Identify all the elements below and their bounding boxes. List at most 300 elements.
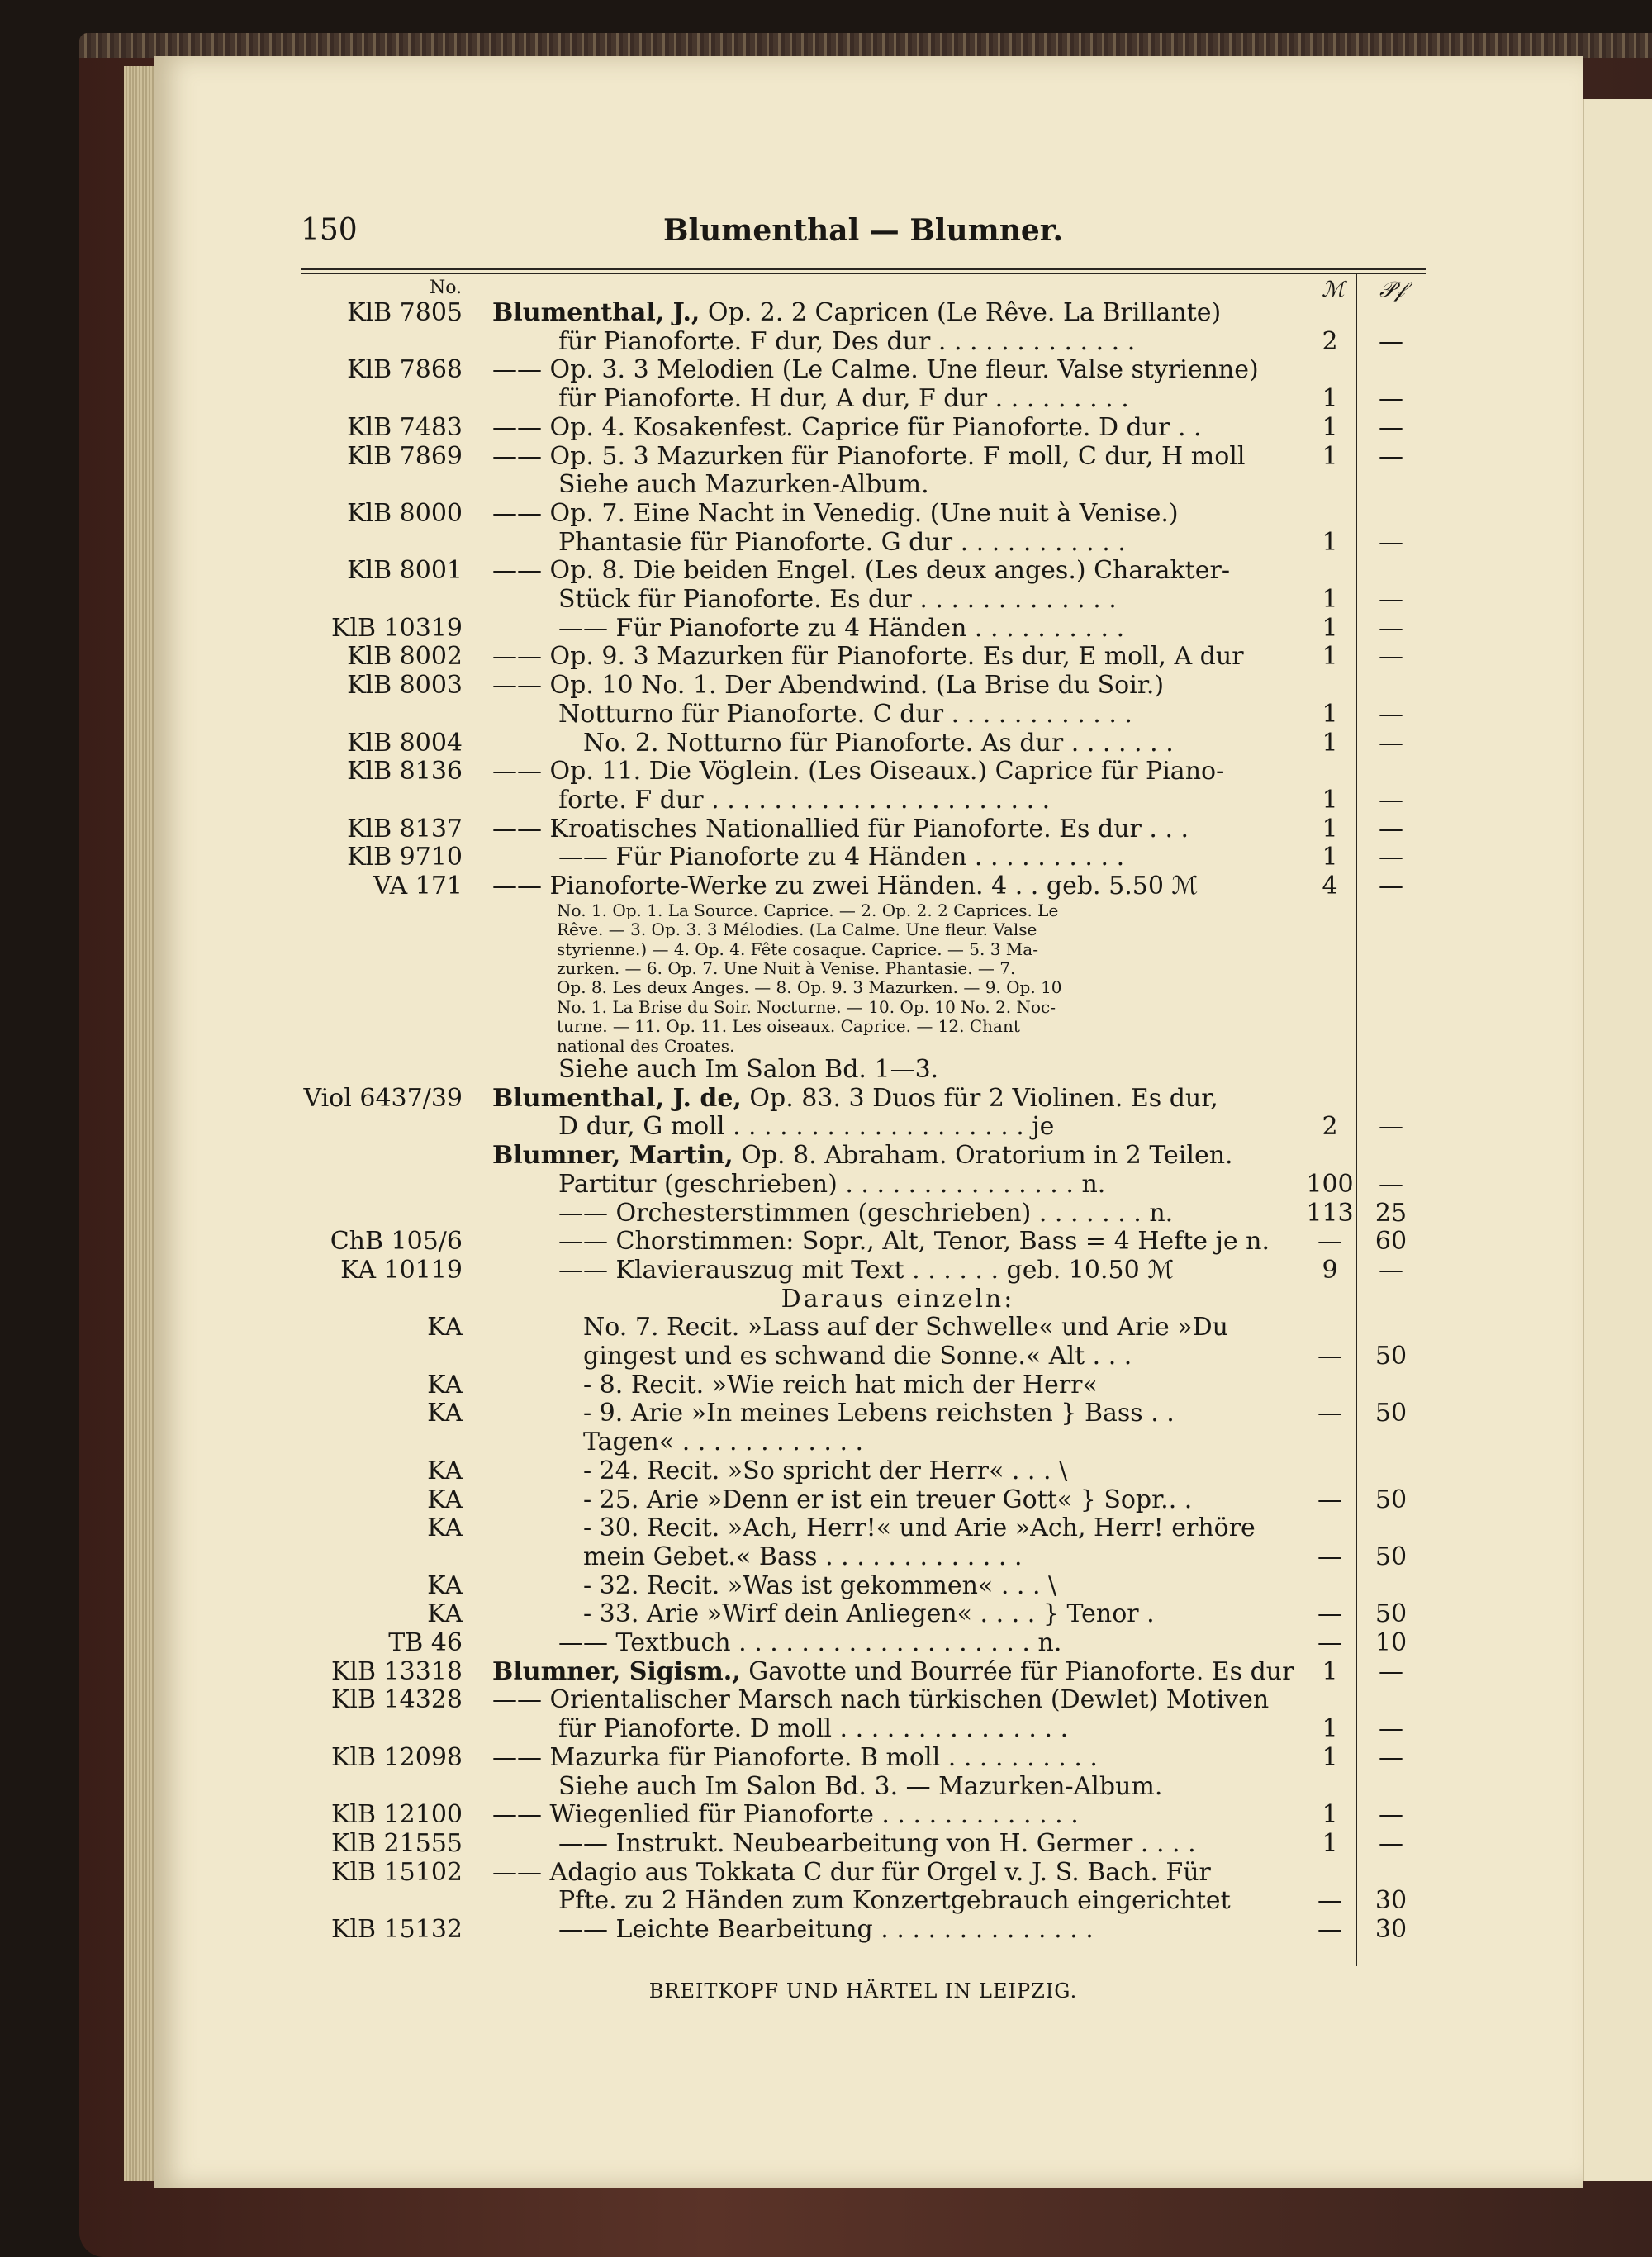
price-pfennig: — [1379, 1829, 1403, 1858]
catalog-row [301, 328, 1426, 357]
catalog-row [301, 1228, 1426, 1257]
price-mark [1303, 1686, 1356, 1715]
entry-text: für Pianoforte. D moll . . . . . . . . . . . . . . . [558, 1715, 1069, 1744]
catalog-row [301, 672, 1426, 701]
price-mark: 1 [1322, 642, 1338, 672]
price-mark [1303, 1457, 1356, 1486]
catalog-number [301, 901, 463, 920]
catalog-number [301, 1113, 463, 1142]
price-mark: — [1317, 1399, 1342, 1428]
entry-text: Blumenthal, J., Op. 2. 2 Capricen (Le Rêve. La Brillante) [492, 299, 1222, 327]
price-pfennig [1356, 356, 1426, 385]
entry-text: —— Op. 3. 3 Melodien (Le Calme. Une fleur. Valse styrienne) [492, 356, 1259, 385]
entry-text: forte. F dur . . . . . . . . . . . . . . . . . . . . . . [558, 786, 1051, 815]
price-mark [1303, 672, 1356, 701]
entry-text: No. 1. Op. 1. La Source. Caprice. — 2. Op. 2. 2 Caprices. Le [557, 900, 1059, 920]
catalog-number [301, 529, 463, 558]
catalog-row [301, 299, 1426, 328]
catalog-number: KA [427, 1370, 463, 1399]
entry-text: - 30. Recit. »Ach, Herr!« und Arie »Ach, Herr! erhöre [583, 1514, 1256, 1543]
price-mark [1303, 356, 1356, 385]
price-pfennig: — [1379, 441, 1403, 471]
price-mark [1303, 1056, 1356, 1085]
column-header-mark: ℳ [1322, 278, 1345, 302]
catalog-row [301, 356, 1426, 385]
price-mark: — [1317, 1485, 1342, 1514]
entry-text: - 33. Arie »Wirf dein Anliegen« . . . . } Tenor . [583, 1600, 1155, 1629]
price-mark: 1 [1322, 699, 1338, 729]
catalog-number: KlB 8000 [347, 498, 463, 528]
catalog-number: Viol 6437/39 [303, 1083, 463, 1113]
catalog-number [301, 1285, 463, 1314]
catalog-row [301, 1629, 1426, 1658]
catalog-row [301, 1715, 1426, 1744]
catalog-number [301, 1142, 463, 1171]
price-pfennig [1356, 1285, 1426, 1314]
price-mark [1303, 1514, 1356, 1543]
catalog-number [301, 471, 463, 500]
price-mark: — [1317, 1227, 1342, 1257]
catalog-number: KA [427, 1399, 463, 1428]
catalog-row [301, 643, 1426, 672]
page-number: 150 [301, 213, 358, 247]
catalog-row [301, 1257, 1426, 1285]
catalog-row [301, 1859, 1426, 1888]
price-pfennig [1356, 978, 1426, 997]
catalog-row [301, 959, 1426, 978]
entry-text: Phantasie für Pianoforte. G dur . . . . . . . . . . . [558, 528, 1126, 557]
price-pfennig: 50 [1374, 1485, 1408, 1514]
price-mark: 1 [1322, 1656, 1338, 1686]
entry-text: Blumner, Sigism., Gavotte und Bourrée für Pianoforte. Es dur [492, 1657, 1294, 1686]
cover-edge [79, 33, 1652, 58]
catalog-row [301, 729, 1426, 758]
entry-text: Siehe auch Mazurken-Album. [558, 471, 929, 500]
price-mark [1303, 1773, 1356, 1802]
catalog-number: KlB 15132 [330, 1915, 463, 1945]
price-pfennig [1356, 920, 1426, 939]
price-pfennig [1356, 1457, 1426, 1486]
catalog-row [301, 758, 1426, 786]
catalog-row [301, 615, 1426, 644]
price-mark [1303, 998, 1356, 1017]
catalog-entries [301, 299, 1426, 1945]
entry-text: - 24. Recit. »So spricht der Herr« . . . \ [583, 1456, 1068, 1485]
entry-text: - 25. Arie »Denn er ist ein treuer Gott« } Sopr.. . [583, 1485, 1193, 1514]
price-pfennig [1356, 1142, 1426, 1171]
catalog-row [301, 1428, 1426, 1457]
entry-text: Siehe auch Im Salon Bd. 1—3. [558, 1056, 939, 1085]
catalog-row [301, 920, 1426, 939]
catalog-number [301, 920, 463, 939]
price-pfennig: 50 [1374, 1599, 1408, 1629]
price-pfennig: 30 [1374, 1915, 1408, 1945]
catalog-number [301, 978, 463, 997]
entry-text: —— Op. 10 No. 1. Der Abendwind. (La Brise du Soir.) [492, 672, 1165, 701]
header-rule [301, 268, 1426, 270]
catalog-number: KlB 8003 [347, 671, 463, 701]
price-pfennig: — [1379, 843, 1403, 872]
catalog-row [301, 1037, 1426, 1056]
catalog-row [301, 998, 1426, 1017]
catalog-row [301, 1342, 1426, 1371]
price-pfennig: 30 [1374, 1886, 1408, 1916]
catalog-number: KlB 7869 [347, 441, 463, 471]
price-pfennig: — [1379, 1169, 1403, 1199]
price-mark [1303, 1037, 1356, 1056]
catalog-number: KA [427, 1313, 463, 1342]
catalog-number: KlB 8002 [347, 642, 463, 672]
price-mark [1303, 1142, 1356, 1171]
catalog-number [301, 1887, 463, 1916]
catalog-row [301, 1572, 1426, 1601]
catalog-number [301, 1056, 463, 1085]
price-mark: — [1317, 1599, 1342, 1629]
price-mark: 2 [1322, 1112, 1338, 1142]
entry-text: No. 1. La Brise du Soir. Nocturne. — 10. Op. 10 No. 2. Noc- [557, 997, 1056, 1017]
price-pfennig [1356, 758, 1426, 786]
price-pfennig: — [1379, 699, 1403, 729]
price-mark: 113 [1306, 1198, 1354, 1228]
price-pfennig: — [1379, 527, 1403, 557]
price-mark: 1 [1322, 585, 1338, 615]
catalog-number: KlB 15102 [330, 1857, 463, 1887]
price-mark [1303, 920, 1356, 939]
entry-text: —— Orchesterstimmen (geschrieben) . . . . . . . n. [558, 1199, 1174, 1228]
entry-text: —— Textbuch . . . . . . . . . . . . . . . . . . . n. [558, 1629, 1062, 1658]
price-mark: 1 [1322, 843, 1338, 872]
entry-text: —— Op. 9. 3 Mazurken für Pianoforte. Es dur, E moll, A dur [492, 643, 1244, 672]
catalog-number [301, 1017, 463, 1036]
catalog-number [301, 1773, 463, 1802]
price-pfennig [1356, 1017, 1426, 1036]
entry-text: —— Leichte Bearbeitung . . . . . . . . . . . . . . [558, 1916, 1094, 1945]
catalog-row [301, 1658, 1426, 1687]
entry-text: Tagen« . . . . . . . . . . . . [583, 1428, 864, 1457]
price-pfennig: — [1379, 1255, 1403, 1285]
price-pfennig [1356, 1314, 1426, 1342]
price-mark: 4 [1322, 872, 1338, 901]
catalog-row [301, 1399, 1426, 1428]
catalog-row [301, 1486, 1426, 1515]
price-pfennig [1356, 1085, 1426, 1114]
entry-text: —— Mazurka für Pianoforte. B moll . . . . . . . . . . [492, 1743, 1098, 1772]
price-pfennig [1356, 1056, 1426, 1085]
entry-text: —— Instrukt. Neubearbeitung von H. Germer . . . . [558, 1830, 1196, 1858]
price-mark [1303, 1017, 1356, 1036]
price-pfennig [1356, 1859, 1426, 1888]
catalog-number [301, 1342, 463, 1371]
page-title: Blumenthal — Blumner. [663, 213, 1063, 248]
catalog-number: KA [427, 1456, 463, 1485]
catalog-number: KA [427, 1599, 463, 1629]
entry-text: —— Adagio aus Tokkata C dur für Orgel v. J. S. Bach. Für [492, 1858, 1211, 1887]
catalog-number: KlB 12100 [330, 1800, 463, 1830]
entry-text: turne. — 11. Op. 11. Les oiseaux. Caprice. — 12. Chant [557, 1017, 1020, 1037]
catalog-row [301, 443, 1426, 472]
catalog-number [301, 1200, 463, 1228]
price-pfennig [1356, 1686, 1426, 1715]
price-pfennig: — [1379, 1742, 1403, 1772]
catalog-row [301, 1371, 1426, 1400]
price-mark: 1 [1322, 384, 1338, 414]
price-pfennig [1356, 1037, 1426, 1056]
catalog-number: KlB 8004 [347, 728, 463, 758]
entry-text: —— Für Pianoforte zu 4 Händen . . . . . . . . . . [558, 843, 1125, 872]
catalog-row [301, 1514, 1426, 1543]
catalog-number: ChB 105/6 [330, 1227, 463, 1257]
price-pfennig [1356, 1773, 1426, 1802]
price-pfennig: — [1379, 613, 1403, 643]
catalog-number: KA [427, 1485, 463, 1514]
catalog-number [301, 1428, 463, 1457]
entry-text: gingest und es schwand die Sonne.« Alt . . . [583, 1342, 1132, 1371]
catalog-row [301, 471, 1426, 500]
price-mark [1303, 471, 1356, 500]
entry-text: —— Op. 7. Eine Nacht in Venedig. (Une nuit à Venise.) [492, 499, 1179, 528]
price-mark: — [1317, 1628, 1342, 1658]
entry-text: —— Op. 8. Die beiden Engel. (Les deux anges.) Charakter- [492, 557, 1230, 586]
entry-text: Siehe auch Im Salon Bd. 3. — Mazurken-Album. [558, 1772, 1163, 1801]
catalog-row [301, 385, 1426, 414]
entry-text: Pfte. zu 2 Händen zum Konzertgebrauch eingerichtet [558, 1887, 1231, 1916]
price-mark [1303, 940, 1356, 959]
catalog-row [301, 940, 1426, 959]
catalog-number [301, 1171, 463, 1200]
catalog-number: KlB 9710 [347, 843, 463, 872]
catalog-row [301, 815, 1426, 844]
price-mark: 9 [1322, 1255, 1338, 1285]
catalog-row [301, 586, 1426, 615]
page-stack [124, 66, 157, 2181]
entry-text: - 9. Arie »In meines Lebens reichsten } Bass . . [583, 1399, 1175, 1428]
price-mark [1303, 1371, 1356, 1400]
price-pfennig: — [1379, 872, 1403, 901]
catalog-row [301, 1887, 1426, 1916]
price-pfennig: 25 [1374, 1198, 1408, 1228]
price-mark [1303, 1285, 1356, 1314]
catalog-row [301, 1830, 1426, 1859]
price-mark: — [1317, 1915, 1342, 1945]
price-pfennig [1356, 998, 1426, 1017]
catalog-number [301, 1037, 463, 1056]
price-pfennig [1356, 1514, 1426, 1543]
price-pfennig [1356, 959, 1426, 978]
catalog-number: KlB 7483 [347, 412, 463, 442]
price-mark: 1 [1322, 785, 1338, 815]
catalog-row [301, 1056, 1426, 1085]
catalog-number: KlB 7868 [347, 355, 463, 385]
price-pfennig: 50 [1374, 1342, 1408, 1371]
price-mark: 1 [1322, 412, 1338, 442]
price-mark [1303, 959, 1356, 978]
price-pfennig [1356, 500, 1426, 529]
catalog-row [301, 529, 1426, 558]
catalog-row [301, 1017, 1426, 1036]
entry-text: Stück für Pianoforte. Es dur . . . . . . . . . . . . . [558, 586, 1117, 615]
catalog-row [301, 872, 1426, 901]
catalog-row [301, 1801, 1426, 1830]
catalog-number: KlB 21555 [330, 1829, 463, 1858]
price-pfennig: — [1379, 326, 1403, 356]
price-mark: 1 [1322, 1714, 1338, 1744]
entry-text: —— Kroatisches Nationallied für Pianoforte. Es dur . . . [492, 815, 1189, 843]
price-mark [1303, 299, 1356, 328]
catalog-number [301, 385, 463, 414]
price-pfennig: 10 [1374, 1628, 1408, 1658]
entry-text: Rêve. — 3. Op. 3. 3 Mélodies. (La Calme. Une fleur. Valse [557, 920, 1037, 940]
catalog-row [301, 843, 1426, 872]
catalog-row [301, 1773, 1426, 1802]
price-mark: 100 [1306, 1169, 1354, 1199]
catalog-row [301, 414, 1426, 443]
catalog-number [301, 328, 463, 357]
price-pfennig [1356, 940, 1426, 959]
price-pfennig [1356, 901, 1426, 920]
price-pfennig [1356, 557, 1426, 586]
price-mark: — [1317, 1342, 1342, 1371]
catalog-number: KlB 8137 [347, 814, 463, 843]
price-mark [1303, 1859, 1356, 1888]
catalog-row [301, 1314, 1426, 1342]
catalog-number: KlB 7805 [347, 298, 463, 327]
catalog-number: KA 10119 [340, 1255, 463, 1285]
price-mark [1303, 1314, 1356, 1342]
price-mark: 1 [1322, 1742, 1338, 1772]
catalog-row [301, 1085, 1426, 1114]
price-mark: 2 [1322, 326, 1338, 356]
price-pfennig: 50 [1374, 1542, 1408, 1571]
catalog-row [301, 500, 1426, 529]
column-header-pf: 𝒫𝒻 [1379, 278, 1405, 302]
entry-text: styrienne.) — 4. Op. 4. Fête cosaque. Caprice. — 5. 3 Ma- [557, 939, 1038, 959]
entry-text: —— Chorstimmen: Sopr., Alt, Tenor, Bass = 4 Hefte je n. [558, 1228, 1270, 1257]
price-pfennig: — [1379, 785, 1403, 815]
catalog-number: KA [427, 1570, 463, 1600]
entry-text: mein Gebet.« Bass . . . . . . . . . . . . . [583, 1542, 1023, 1571]
catalog-number: KlB 12098 [330, 1742, 463, 1772]
price-mark [1303, 1428, 1356, 1457]
catalog-row [301, 701, 1426, 729]
catalog-row [301, 1686, 1426, 1715]
catalog-row [301, 1142, 1426, 1171]
price-pfennig [1356, 299, 1426, 328]
price-pfennig: — [1379, 1656, 1403, 1686]
catalog-number [301, 701, 463, 729]
entry-text: D dur, G moll . . . . . . . . . . . . . . . . . . . je [558, 1113, 1055, 1142]
entry-text: —— Op. 11. Die Vöglein. (Les Oiseaux.) Caprice für Piano- [492, 758, 1225, 786]
catalog-row [301, 1600, 1426, 1629]
price-pfennig [1356, 1371, 1426, 1400]
entry-text: - 32. Recit. »Was ist gekommen« . . . \ [583, 1571, 1057, 1600]
catalog-row [301, 1171, 1426, 1200]
price-pfennig [1356, 1428, 1426, 1457]
catalog-number [301, 1715, 463, 1744]
entry-text: —— Op. 5. 3 Mazurken für Pianoforte. F moll, C dur, H moll [492, 442, 1246, 471]
catalog-row [301, 1285, 1426, 1314]
price-mark: — [1317, 1886, 1342, 1916]
entry-text: —— Op. 4. Kosakenfest. Caprice für Pianoforte. D dur . . [492, 413, 1202, 442]
entry-text: —— Pianoforte-Werke zu zwei Händen. 4 . . geb. 5.50 ℳ [492, 872, 1199, 901]
catalog-number: VA 171 [373, 872, 463, 901]
price-pfennig: — [1379, 384, 1403, 414]
catalog-row [301, 786, 1426, 815]
entry-text: —— Klavierauszug mit Text . . . . . . geb. 10.50 ℳ [558, 1256, 1175, 1285]
entry-text: —— Orientalischer Marsch nach türkischen (Dewlet) Motiven [492, 1686, 1270, 1715]
price-pfennig: — [1379, 1714, 1403, 1744]
price-pfennig [1356, 672, 1426, 701]
page-header [301, 213, 1426, 254]
price-mark: 1 [1322, 1829, 1338, 1858]
price-pfennig: — [1379, 728, 1403, 758]
entry-text: Partitur (geschrieben) . . . . . . . . . . . . . . . n. [558, 1170, 1106, 1199]
catalog-number [301, 786, 463, 815]
catalog-number: KlB 8001 [347, 556, 463, 586]
price-pfennig [1356, 471, 1426, 500]
price-mark: 1 [1322, 527, 1338, 557]
entry-text: Op. 8. Les deux Anges. — 8. Op. 9. 3 Mazurken. — 9. Op. 10 [557, 978, 1062, 998]
catalog-number [301, 1543, 463, 1572]
entry-text: Blumenthal, J. de, Op. 83. 3 Duos für 2 Violinen. Es dur, [492, 1084, 1218, 1113]
catalog-row [301, 1457, 1426, 1486]
price-pfennig: — [1379, 585, 1403, 615]
entry-text: - 8. Recit. »Wie reich hat mich der Herr« [583, 1371, 1098, 1399]
price-mark [1303, 557, 1356, 586]
catalog-row [301, 557, 1426, 586]
price-mark: 1 [1322, 613, 1338, 643]
entry-text: für Pianoforte. F dur, Des dur . . . . . . . . . . . . . [558, 327, 1136, 356]
catalog-row [301, 1916, 1426, 1945]
catalog-row [301, 1543, 1426, 1572]
price-mark: 1 [1322, 814, 1338, 843]
price-mark [1303, 1572, 1356, 1601]
catalog-number: KlB 13318 [330, 1656, 463, 1686]
price-mark [1303, 978, 1356, 997]
price-mark: 1 [1322, 1800, 1338, 1830]
price-pfennig [1356, 1572, 1426, 1601]
catalog-number: KA [427, 1513, 463, 1543]
entry-text: Notturno für Pianoforte. C dur . . . . . . . . . . . . [558, 700, 1132, 729]
catalog-number: KlB 14328 [330, 1685, 463, 1715]
entry-text: zurken. — 6. Op. 7. Une Nuit à Venise. Phantasie. — 7. [557, 958, 1016, 978]
price-pfennig: 60 [1374, 1227, 1408, 1257]
price-pfennig: — [1379, 412, 1403, 442]
price-pfennig: 50 [1374, 1399, 1408, 1428]
catalog-row [301, 978, 1426, 997]
catalog-number [301, 940, 463, 959]
price-mark [1303, 1085, 1356, 1114]
price-mark: — [1317, 1542, 1342, 1571]
catalog-number: KlB 8136 [347, 757, 463, 786]
entry-text: Daraus einzeln: [781, 1285, 1015, 1314]
entry-text: —— Wiegenlied für Pianoforte . . . . . . . . . . . . . [492, 1801, 1079, 1830]
column-header-no: No. [430, 278, 463, 298]
price-pfennig: — [1379, 1800, 1403, 1830]
price-mark [1303, 758, 1356, 786]
price-pfennig: — [1379, 642, 1403, 672]
catalog-row [301, 1113, 1426, 1142]
price-pfennig: — [1379, 814, 1403, 843]
entry-text: für Pianoforte. H dur, A dur, F dur . . . . . . . . . [558, 385, 1129, 414]
price-mark: 1 [1322, 441, 1338, 471]
next-page-edge [1583, 99, 1652, 2181]
catalog-number [301, 998, 463, 1017]
entry-text: No. 2. Notturno für Pianoforte. As dur . . . . . . . [583, 729, 1174, 758]
catalog-row [301, 901, 1426, 920]
price-mark [1303, 901, 1356, 920]
catalog-row [301, 1200, 1426, 1228]
entry-text: national des Croates. [557, 1036, 735, 1056]
